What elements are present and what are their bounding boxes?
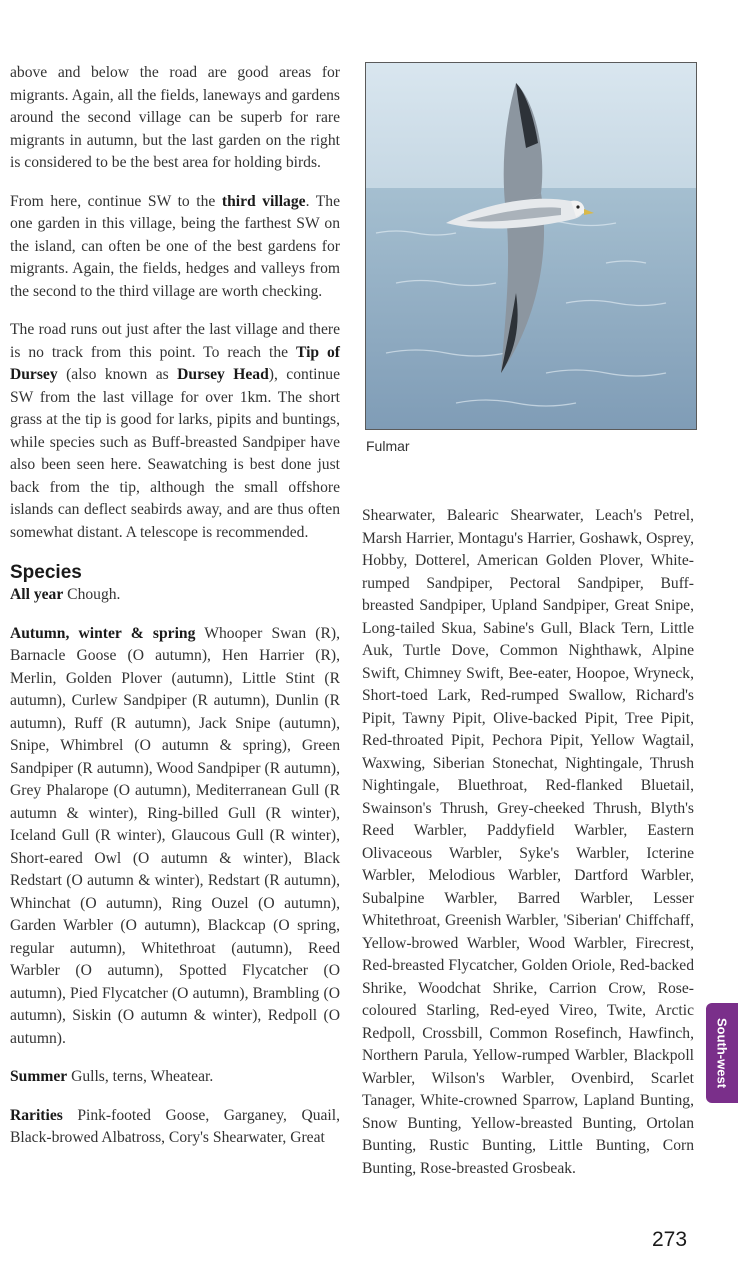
page-number: 273: [652, 1228, 688, 1251]
species-list: Chough.: [63, 586, 121, 603]
right-column: [362, 505, 694, 1180]
paragraph-third-village: [10, 191, 340, 304]
season-label-autumn-winter-spring: Autumn, winter & spring: [10, 624, 196, 642]
species-all-year: [10, 584, 340, 607]
species-list: Pink-footed Goose, Garganey, Quail, Black-browed Albatross, Cory's Shearwater, Great: [10, 1106, 340, 1146]
fulmar-painting: [366, 63, 697, 430]
place-name-dursey-head: Dursey Head: [177, 366, 269, 383]
season-label-rarities: Rarities: [10, 1106, 63, 1124]
text-run: The road runs out just after the last village and there is no track from this point. To reach the: [10, 321, 340, 361]
text-run: . The one garden in this village, being the farthest SW on the island, can often be one of the best gardens for migrants. Again, the fields, hedges and valleys from the second to the third village are worth checking.: [10, 192, 341, 300]
illustration-caption: Fulmar: [366, 438, 410, 454]
paragraph-tip-of-dursey: [10, 319, 340, 544]
species-rarities-continued: Shearwater, Balearic Shearwater, Leach's Petrel, Marsh Harrier, Montagu's Harrier, Goshawk, Osprey, Hobby, Dotterel, American Golden Plover, White-rumped Sandpiper, Pectoral Sandpiper, Buff-breasted Sandpiper, Upland Sandpiper, Great Snipe, Long-tailed Skua, Sabine's Gull, Black Tern, Little Auk, Turtle Dove, Common Nighthawk, Alpine Swift, Chimney Swift, Bee-eater, Hoopoe, Wryneck, Short-toed Lark, Red-rumped Swallow, Richard's Pipit, Tawny Pipit, Olive-backed Pipit, Tree Pipit, Red-throated Pipit, Pechora Pipit, Yellow Wagtail, Waxwing, Siberian Stonechat, Nightingale, Thrush Nightingale, Bluethroat, Red-flanked Bluetail, Swainson's Thrush, Grey-cheeked Thrush, Blyth's Reed Warbler, Paddyfield Warbler, Eastern Olivaceous Warbler, Syke's Warbler, Icterine Warbler, Melodious Warbler, Dartford Warbler, Subalpine Warbler, Barred Warbler, Lesser Whitethroat, Greenish Warbler, 'Siberian' Chiffchaff, Yellow-browed Warbler, Wood Warbler, Firecrest, Red-breasted Flycatcher, Golden Oriole, Red-backed Shrike, Woodchat Shrike, Carrion Crow, Rose-coloured Starling, Red-eyed Vireo, Twite, Arctic Redpoll, Crossbill, Common Rosefinch, Hawfinch, Northern Parula, Yellow-rumped Warbler, Blackpoll Warbler, Wilson's Warbler, Ovenbird, Scarlet Tanager, White-crowned Sparrow, Lapland Bunting, Snow Bunting, Yellow-breasted Bunting, Ortolan Bunting, Rustic Bunting, Little Bunting, Corn Bunting, Rose-breasted Grosbeak.: [362, 507, 694, 1177]
text-run: (also known as: [57, 366, 178, 383]
species-heading: Species: [10, 562, 82, 583]
section-tab: [706, 1003, 738, 1103]
place-name-third-village: third village: [221, 192, 306, 210]
left-column: [10, 62, 340, 1150]
species-list: Whooper Swan (R), Barnacle Goose (O autumn), Hen Harrier (R), Merlin, Golden Plover (autumn), Little Stint (R autumn), Curlew Sandpiper (R autumn), Dunlin (R autumn), Ruff (R autumn), Jack Snipe (autumn), Snipe, Whimbrel (O autumn & spring), Green Sandpiper (R autumn), Wood Sandpiper (R autumn), Grey Phalarope (O autumn), Mediterranean Gull (R autumn & winter), Ring-billed Gull (R winter), Iceland Gull (R winter), Glaucous Gull (R winter), Short-eared Owl (O autumn & winter), Black Redstart (O autumn & winter), Redstart (R autumn), Whinchat (O autumn), Ring Ouzel (O autumn), Garden Warbler (O autumn), Blackcap (O spring, regular autumn), Whitethroat (autumn), Reed Warbler (O autumn), Spotted Flycatcher (O autumn), Pied Flycatcher (O autumn), Brambling (O autumn), Siskin (O autumn & winter), Redpoll (O autumn).: [10, 624, 340, 1047]
species-autumn-winter-spring: [10, 623, 340, 1051]
species-rarities: [10, 1105, 340, 1150]
species-list: Gulls, terns, Wheatear.: [67, 1068, 214, 1085]
season-label-summer: Summer: [10, 1068, 68, 1085]
fulmar-illustration: [365, 62, 697, 430]
section-tab-label: South-west: [714, 1017, 730, 1089]
text-run: From here, continue SW to the: [10, 192, 222, 210]
season-label-all-year: All year: [10, 586, 64, 603]
paragraph-second-village: above and below the road are good areas for migrants. Again, all the fields, laneways and gardens around the second village can be superb for rare migrants in autumn, but the last garden on the right is considered to be the best area for holding birds.: [10, 64, 340, 171]
place-name-tip-of-dursey: Tip of Dursey: [10, 343, 340, 383]
species-summer: [10, 1066, 340, 1089]
text-run: ), continue SW from the last village for over 1km. The short grass at the tip is good for larks, pipits and buntings, while species such as Buff-breasted Sandpiper have also been seen here. Seawatching is best done just back from the tip, although the small offshore islands can deflect seabirds away, and are thus often somewhat distant. A telescope is recommended.: [10, 366, 341, 541]
